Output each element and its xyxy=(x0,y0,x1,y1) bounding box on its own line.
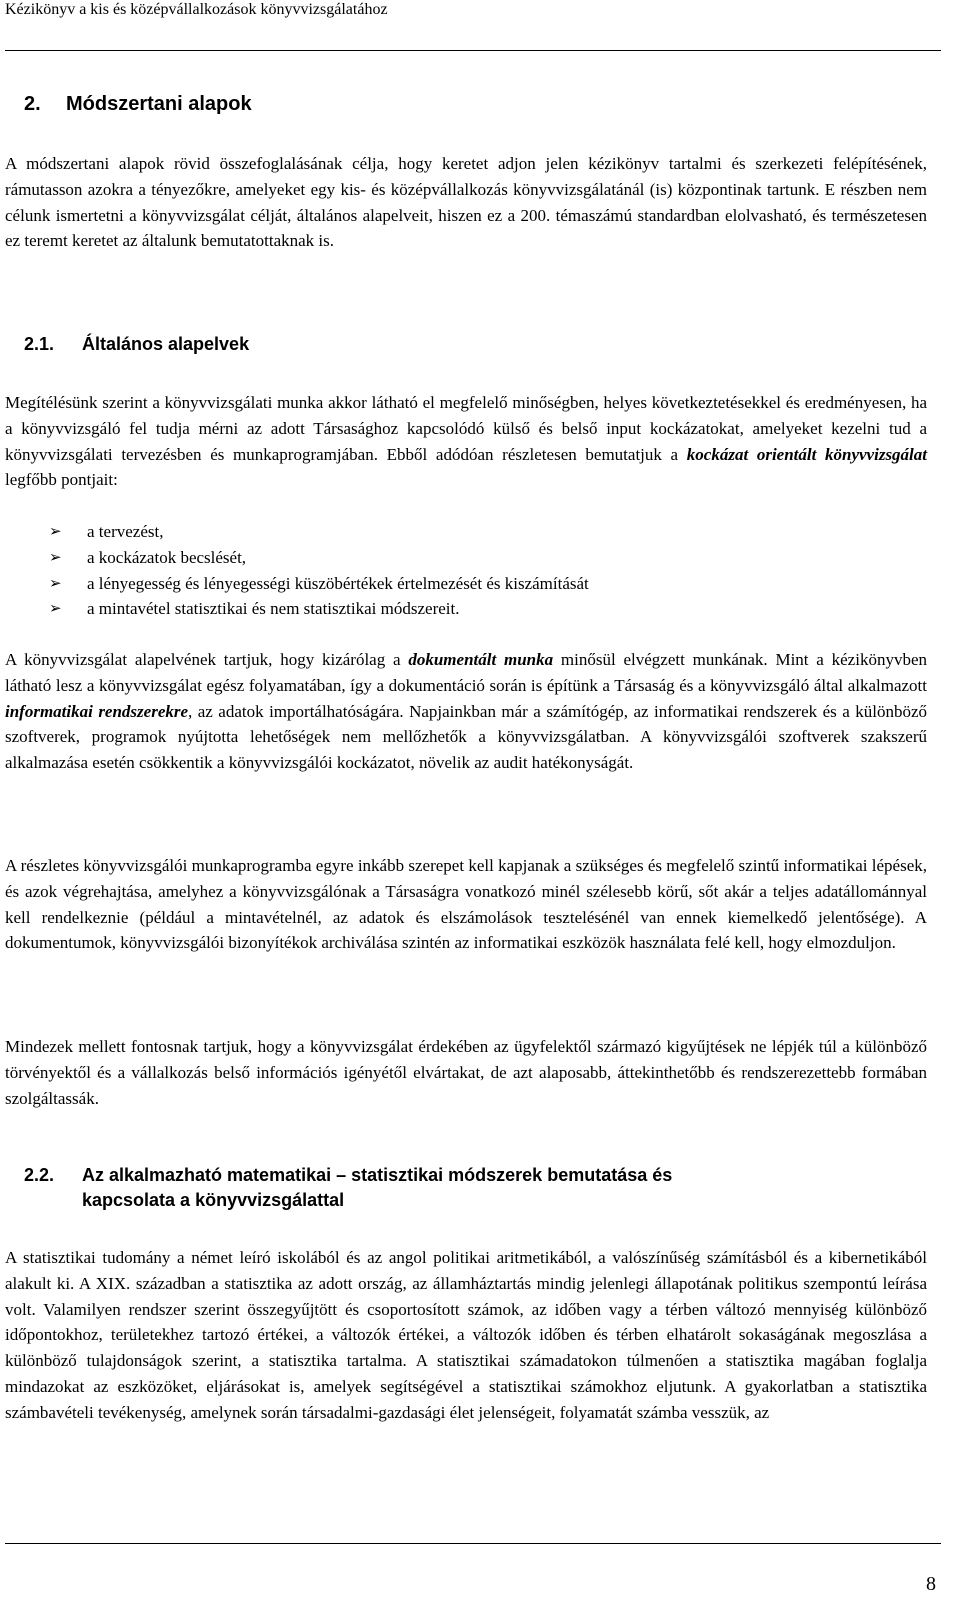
section-number: 2.2. xyxy=(24,1165,55,1185)
section-heading-2 xyxy=(24,92,252,116)
emphasis-documented-work: dokumentált munka xyxy=(408,650,554,669)
bullet-list xyxy=(5,519,927,622)
list-item-text: a mintavétel statisztikai és nem statisztikai módszereit. xyxy=(87,599,460,619)
list-item-text: a tervezést, xyxy=(87,522,164,541)
list-item-text: a kockázatok becslését, xyxy=(87,547,247,567)
list-item xyxy=(5,519,927,545)
arrow-bullet-icon: ➢ xyxy=(49,599,62,618)
paragraph-principles xyxy=(5,390,927,493)
section-title-line-1: Az alkalmazható matematikai – statisztikai módszerek bemutatása és xyxy=(82,1165,673,1185)
paragraph-documentation xyxy=(5,647,927,776)
paragraph-text: , az adatok importálhatóságára. Napjainkban már a számítógép, az informatikai rendszerek és a különböző szoftverek, programok nyújtotta lehetőségek nem mellőzhetők a könyvvizsgálatban. A könyvvizsgálói szoftverek szakszerű alkalmazása esetén csökkentik a könyvvizsgálói kockázatot, növelik az audit hatékonyságát. xyxy=(5,701,928,773)
intro-paragraph: A módszertani alapok rövid összefoglalásának célja, hogy keretet adjon jelen kézikönyv tartalmi és szerkezeti felépítésének, rámutasson azokra a tényezőkre, amelyeket egy kis- és középvállalkozás könyvvizsgálatánál (is) központinak tartunk. E részben nem célunk ismertetni a könyvvizsgálat célját, általános alapelveit, hiszen ez a 200. témaszámú standardban elolvasható, és természetesen ez teremt keretet az általunk bemutatottaknak is. xyxy=(5,154,927,251)
paragraph-text: legfőbb pontjait: xyxy=(5,470,118,490)
section-title-line-2: kapcsolata a könyvvizsgálattal xyxy=(82,1190,345,1210)
emphasis-risk-oriented-audit: kockázat orientált könyvvizsgálat xyxy=(686,444,928,464)
list-item-text: a lényegesség és lényegességi küszöbértékek értelmezését és kiszámítását xyxy=(87,573,589,593)
arrow-bullet-icon: ➢ xyxy=(49,573,62,592)
section-title: Általános alapelvek xyxy=(82,334,250,354)
section-number: 2.1. xyxy=(24,334,55,354)
paragraph-client-data: Mindezek mellett fontosnak tartjuk, hogy a könyvvizsgálat érdekében az ügyfelektől származó kigyűjtések ne lépjék túl a különböző törvényektől és a vállalkozás belső információs igényétől elvártakat, de azt alaposabb, áttekinthetőbb és rendszerezettebb formában szolgáltassák. xyxy=(5,1037,927,1108)
running-header: Kézikönyv a kis és középvállalkozások könyvvizsgálatához xyxy=(5,1,388,18)
list-item xyxy=(5,571,927,597)
section-title: Módszertani alapok xyxy=(66,93,252,115)
section-number: 2. xyxy=(24,93,41,115)
section-heading-2-2 xyxy=(24,1163,924,1213)
arrow-bullet-icon: ➢ xyxy=(49,522,62,540)
list-item xyxy=(5,545,927,571)
paragraph-text: minősül elvégzett munkának. Mint a kézikönyvben látható lesz a könyvvizsgálat egész folyamatában, így a dokumentáció során is építünk a Társaság és a könyvvizsgáló által alkalmazott xyxy=(5,650,927,695)
list-item xyxy=(5,596,927,622)
paragraph-text: A könyvvizsgálat alapelvének tartjuk, hogy kizárólag a xyxy=(5,650,409,669)
arrow-bullet-icon: ➢ xyxy=(49,547,62,566)
emphasis-it-systems: informatikai rendszerekre xyxy=(5,701,189,721)
paragraph-work-program: A részletes könyvvizsgálói munkaprogramba egyre inkább szerepet kell kapjanak a szükséges és megfelelő szintű informatikai lépések, és azok végrehajtása, amelyhez a könyvvizsgálónak a Társaságra vonatkozó minél szélesebb körű, sőt akár a teljes adatállománnyal kell rendelkeznie (például a mintavételnél, az adatok és elszámolások tesztelésénél van ennek kiemelkedő jelentősége). A dokumentumok, könyvvizsgálói bizonyítékok archiválása szintén az informatikai eszközök használata felé kell, hogy elmozduljon. xyxy=(5,856,927,953)
footer-rule xyxy=(5,1543,941,1544)
header-rule xyxy=(5,50,941,51)
section-heading-2-1 xyxy=(24,332,924,358)
page-number: 8 xyxy=(926,1573,936,1595)
paragraph-text: Megítélésünk szerint a könyvvizsgálati munka akkor látható el megfelelő minőségben, helyes következtetésekkel és eredményesen, ha a könyvvizsgáló fel tudja mérni az adott Társasághoz kapcsolódó külső és belső input kockázatokat, amelyeket kezelni tud a könyvvizsgálati tervezésben és munkaprogramjában. Ebből adódóan részletesen bemutatjuk a xyxy=(5,393,927,464)
paragraph-statistics: A statisztikai tudomány a német leíró iskolából és az angol politikai aritmetikából, a valószínűség számításból és a kibernetikából alakult ki. A XIX. században a statisztika az adott ország, az államháztartás mindig jelenlegi állapotának politikus szempontú leírása volt. Valamilyen rendszer szerint összegyűjtött és csoportosított számok, az időben vagy a térben változó mennyiség különböző időpontokhoz, területekhez tartozó értékei, a változók értékei, a változók időben és térben elhatárolt sokaságának megoszlása a különböző tulajdonságok szerint, a statisztika tartalma. A statisztikai számadatokon túlmenően a statisztika magában foglalja mindazokat az eszközöket, eljárásokat is, amelyek segítségével a statisztikai számokhoz eljutunk. A gyakorlatban a statisztika számbavételi tevékenység, amelynek során társadalmi-gazdasági élet jelenségeit, folyamatát számba vesszük, az xyxy=(5,1248,927,1422)
